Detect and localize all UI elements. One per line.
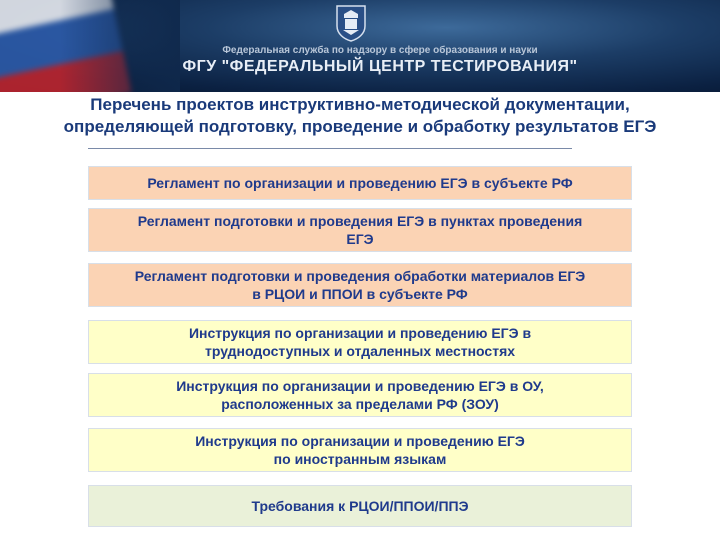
document-item-3-line-1: Регламент подготовки и проведения обработки материалов ЕГЭ <box>134 268 586 284</box>
document-item-2 <box>88 208 632 252</box>
document-item-5-line-2: расположенных за пределами РФ (ЗОУ) <box>221 396 499 412</box>
document-item-4 <box>88 320 632 364</box>
document-item-4-line-2: труднодоступных и отдаленных местностях <box>204 343 516 359</box>
document-item-1 <box>88 166 632 200</box>
service-name: Федеральная служба по надзору в сфере образования и науки <box>222 45 538 56</box>
document-item-4-line-1: Инструкция по организации и проведению ЕГЭ в <box>188 325 532 341</box>
document-item-2-line-1: Регламент подготовки и проведения ЕГЭ в пунктах проведения <box>137 213 583 229</box>
page-title-line-1: Перечень проектов инструктивно-методической документации, <box>90 95 630 114</box>
header-banner <box>0 0 720 92</box>
document-item-3 <box>88 263 632 307</box>
document-item-6-line-2: по иностранным языкам <box>273 451 447 467</box>
document-item-5-line-1: Инструкция по организации и проведению ЕГЭ в ОУ, <box>176 378 544 394</box>
document-item-1-line-1: Регламент по организации и проведению ЕГЭ в субъекте РФ <box>147 175 573 191</box>
center-name: ФГУ "ФЕДЕРАЛЬНЫЙ ЦЕНТР ТЕСТИРОВАНИЯ" <box>182 58 578 75</box>
page-title-line-2: определяющей подготовку, проведение и обработку результатов ЕГЭ <box>63 117 657 136</box>
document-item-6 <box>88 428 632 472</box>
emblem-icon <box>334 4 368 42</box>
document-item-2-line-2: ЕГЭ <box>346 231 374 247</box>
document-item-3-line-2: в РЦОИ и ППОИ в субъекте РФ <box>252 286 468 302</box>
document-item-6-line-1: Инструкция по организации и проведению ЕГЭ <box>195 433 525 449</box>
page-title <box>0 94 720 138</box>
document-item-7 <box>88 485 632 527</box>
document-item-5 <box>88 373 632 417</box>
document-item-7-line-1: Требования к РЦОИ/ППОИ/ППЭ <box>251 498 469 514</box>
title-divider <box>88 148 572 149</box>
